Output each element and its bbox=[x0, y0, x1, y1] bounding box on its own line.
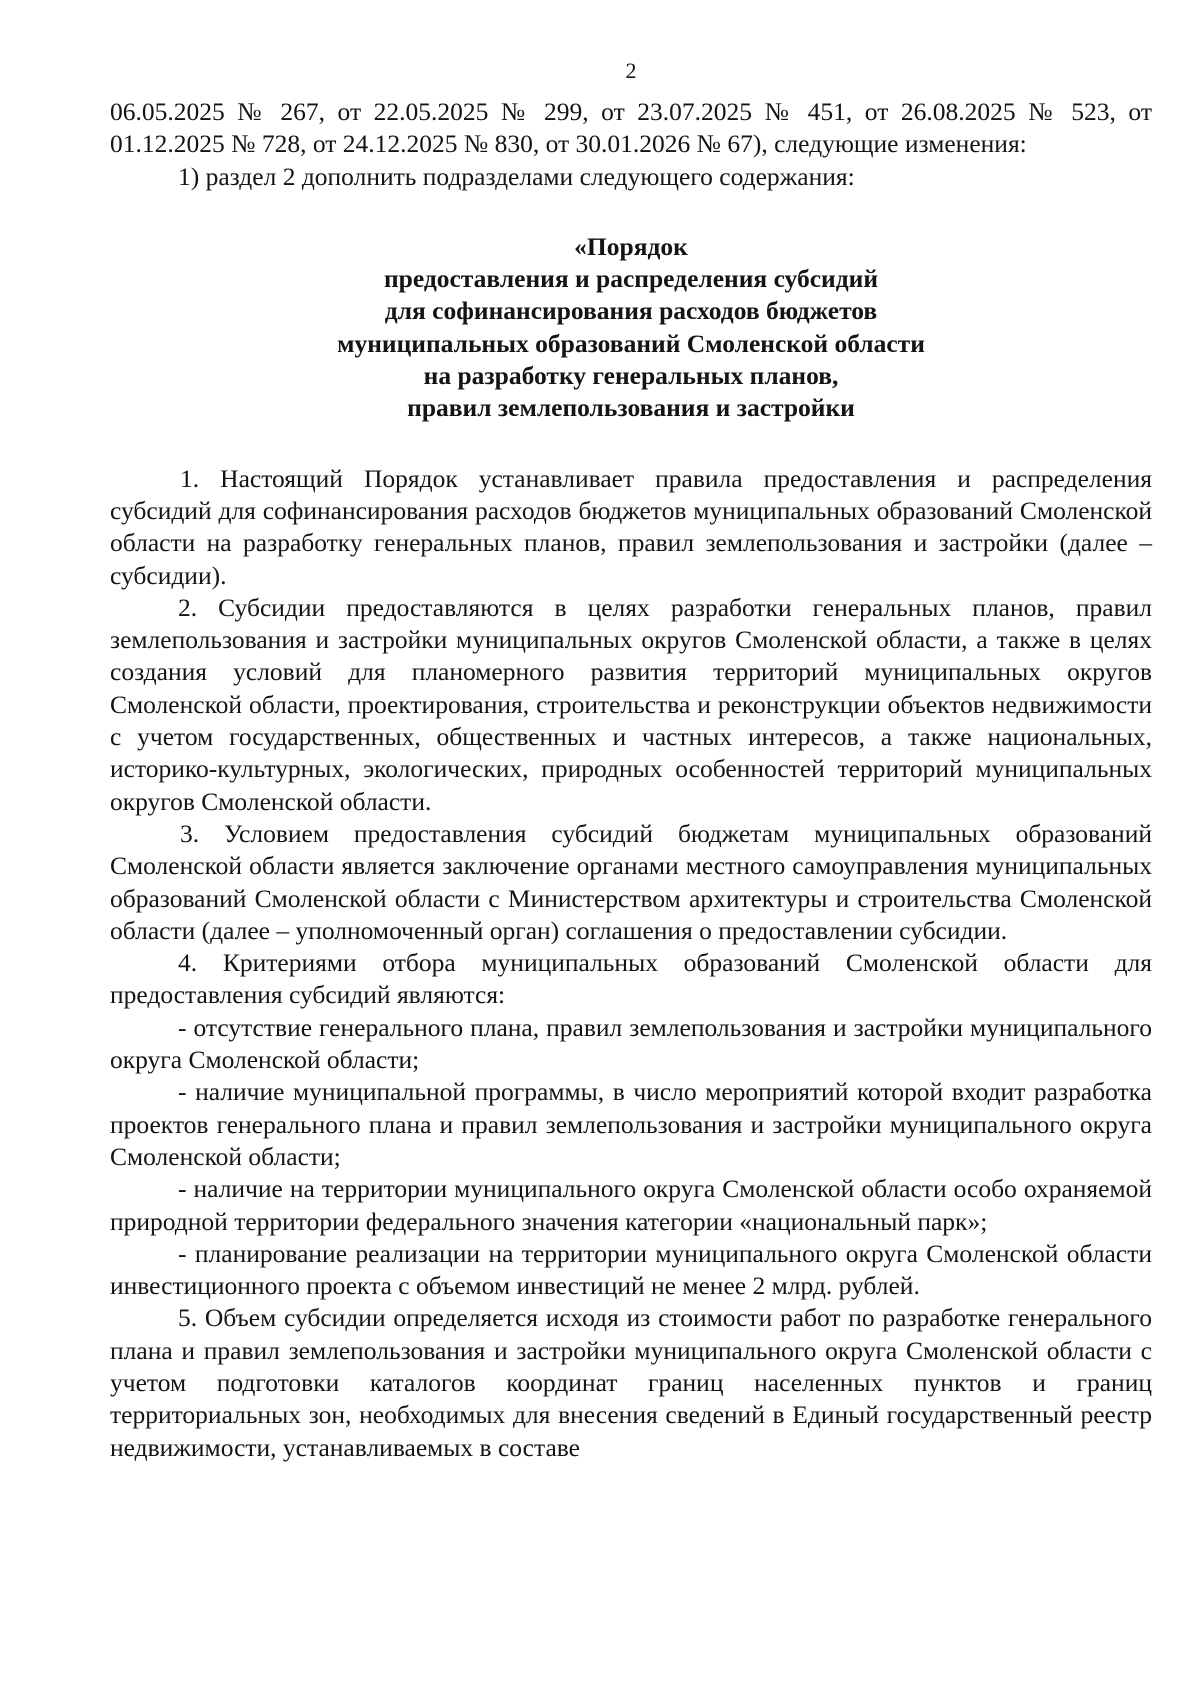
title-line: муниципальных образований Смоленской области bbox=[337, 328, 925, 358]
title-line: правил землепользования и застройки bbox=[407, 393, 855, 423]
criterion-1: - отсутствие генерального плана, правил землепользования и застройки муниципального округа Смоленской области; bbox=[110, 1012, 1152, 1075]
title-line: «Порядок bbox=[574, 231, 688, 261]
title-line: для софинансирования расходов бюджетов bbox=[384, 296, 878, 326]
criterion-4: - планирование реализации на территории муниципального округа Смоленской области инвестиционного проекта с объемом инвестиций не менее 2 млрд. рублей. bbox=[110, 1238, 1152, 1301]
title-line: на разработку генеральных планов, bbox=[423, 361, 839, 391]
paragraph-2: 2. Субсидии предоставляются в целях разработки генеральных планов, правил землепользования и застройки муниципальных округов Смоленской области, а также в целях создания условий для планомерного развития территорий муниципальных округов Смоленской области, проектирования, строительства и реконструкции объектов недвижимости с учетом государственных, общественных и частных интересов, а также национальных, историко-культурных, экологических, природных особенностей территорий муниципальных округов Смоленской области. bbox=[110, 592, 1152, 816]
criterion-3: - наличие на территории муниципального округа Смоленской области особо охраняемой природной территории федерального значения категории «национальный парк»; bbox=[110, 1174, 1152, 1236]
intro-text: 06.05.2025 № 267, от 22.05.2025 № 299, от 23.07.2025 № 451, от 26.08.2025 № 523, от 01.12.2025 № 728, от 24.12.2025 № 830, от 30.01.2026 № 67), следующие изменения: bbox=[110, 97, 1152, 159]
paragraph-3: 3. Условием предоставления субсидий бюджетам муниципальных образований Смоленской области является заключение органами местного самоуправления муниципальных образований Смоленской области с Министерством архитектуры и строительства Смоленской области (далее – уполномоченный орган) соглашения о предоставлении субсидии. bbox=[110, 818, 1152, 945]
paragraph-4: 4. Критериями отбора муниципальных образований Смоленской области для предоставления субсидий являются: bbox=[110, 948, 1152, 1010]
title-line: предоставления и распределения субсидий bbox=[383, 264, 879, 294]
page-number: 2 bbox=[625, 58, 637, 83]
amendment-item-1: 1) раздел 2 дополнить подразделами следующего содержания: bbox=[178, 161, 855, 191]
document-page bbox=[110, 58, 1152, 1464]
section-title bbox=[110, 231, 1152, 425]
paragraph-1: 1. Настоящий Порядок устанавливает правила предоставления и распределения субсидий для софинансирования расходов бюджетов муниципальных образований Смоленской области на разработку генеральных планов, правил землепользования и застройки (далее – субсидии). bbox=[110, 463, 1152, 590]
criterion-2: - наличие муниципальной программы, в число мероприятий которой входит разработка проектов генерального плана и правил землепользования и застройки муниципального округа Смоленской области; bbox=[110, 1077, 1152, 1171]
paragraph-5: 5. Объем субсидии определяется исходя из стоимости работ по разработке генерального плана и правил землепользования и застройки муниципального округа Смоленской области с учетом подготовки каталогов координат границ населенных пунктов и границ территориальных зон, необходимых для внесения сведений в Единый государственный реестр недвижимости, устанавливаемых в составе bbox=[110, 1303, 1152, 1462]
